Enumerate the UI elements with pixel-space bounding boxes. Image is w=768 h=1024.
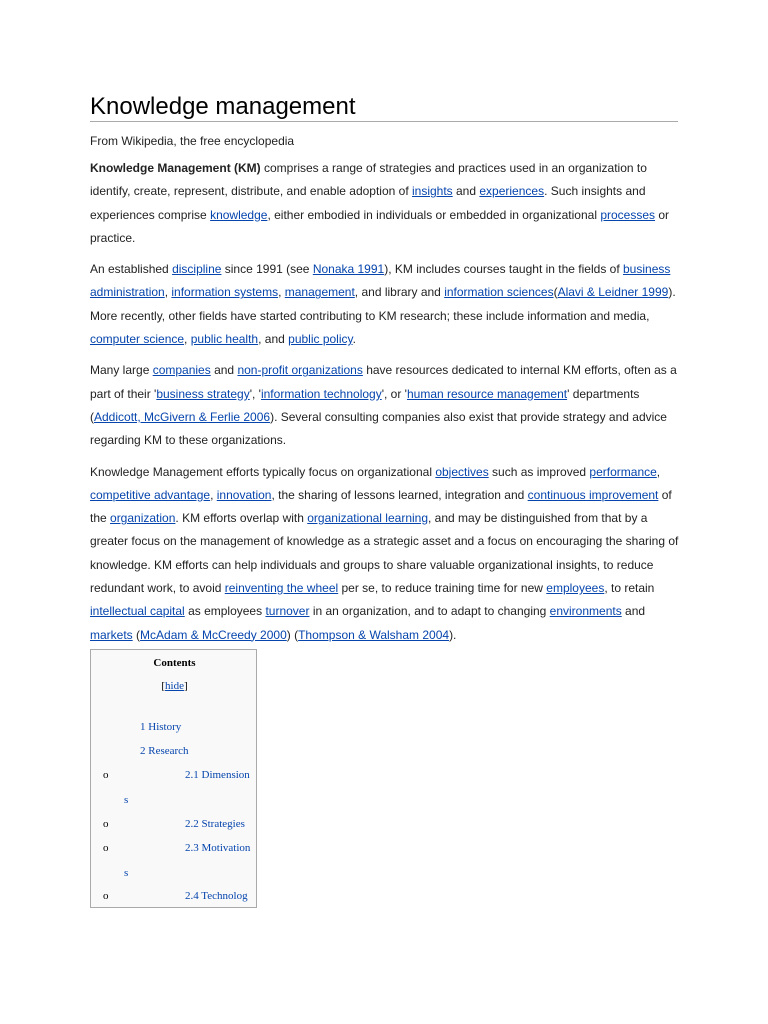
text: in an organization, and to adapt to changing	[309, 604, 550, 619]
text: and	[452, 184, 480, 199]
text: ' departments (	[90, 386, 640, 424]
link-performance[interactable]: performance	[589, 464, 657, 479]
term-bold: Knowledge Management (KM)	[90, 161, 261, 175]
text: , and	[258, 332, 289, 347]
toc-item-dimensions[interactable]: 2.1 Dimension	[185, 769, 250, 781]
text: Many large	[90, 363, 153, 378]
link-non-profit-organizations[interactable]: non-profit organizations	[237, 363, 363, 378]
link-information-systems[interactable]: information systems	[171, 285, 279, 300]
toc-item-dimensions-wrap[interactable]: s	[124, 794, 129, 806]
text: ).	[449, 627, 457, 642]
toc-hide-toggle	[91, 679, 258, 693]
text: and	[210, 363, 238, 378]
link-reinventing-the-wheel[interactable]: reinventing the wheel	[224, 581, 339, 596]
text: such as improved	[488, 464, 590, 479]
link-business-strategy[interactable]: business strategy	[156, 386, 250, 401]
text: or practice.	[90, 207, 670, 245]
bracket: [	[161, 680, 166, 692]
toc-hide-link[interactable]: hide	[165, 680, 184, 692]
bullet-icon: o	[103, 890, 109, 902]
toc-item-motivations[interactable]: 2.3 Motivation	[185, 842, 251, 854]
text: comprises a range of strategies and practices used in an organization to identify, create, represent, distribute, and enable adoption of	[90, 161, 647, 199]
toc-item-strategies[interactable]: 2.2 Strategies	[185, 818, 245, 830]
link-innovation[interactable]: innovation	[216, 487, 272, 502]
link-information-sciences[interactable]: information sciences	[444, 285, 554, 300]
link-public-health[interactable]: public health	[190, 332, 259, 347]
toc-item-technologies[interactable]: 2.4 Technolog	[185, 890, 248, 902]
text: ,	[278, 285, 285, 300]
link-mcadam-mccreedy-2000[interactable]: McAdam & McCreedy 2000	[140, 627, 287, 642]
link-nonaka-1991[interactable]: Nonaka 1991	[312, 262, 385, 277]
link-companies[interactable]: companies	[152, 363, 211, 378]
text: have resources dedicated to internal KM efforts, often as a part of their '	[90, 363, 677, 401]
text: .	[352, 332, 356, 347]
text: ), KM includes courses taught in the fields of	[384, 262, 623, 277]
text: ,	[184, 332, 191, 347]
text: ,	[656, 464, 661, 479]
text: , and may be distinguished from that by a greater focus on the management of knowledge as a strategic asset and a focus on encouraging the sharing of knowledge. KM efforts can help individuals and groups to share valuable organizational insights, to reduce redundant work, to avoid	[90, 511, 679, 596]
text: ,	[210, 487, 217, 502]
text: An established	[90, 262, 173, 277]
text: per se, to reduce training time for new	[338, 581, 547, 596]
link-organization[interactable]: organization	[110, 511, 176, 526]
link-employees[interactable]: employees	[546, 581, 605, 596]
bracket: ]	[183, 680, 188, 692]
link-processes[interactable]: processes	[600, 207, 656, 222]
toc-title: Contents	[153, 657, 196, 669]
link-intellectual-capital[interactable]: intellectual capital	[90, 604, 185, 619]
link-addicott-2006[interactable]: Addicott, McGivern & Ferlie 2006	[94, 409, 271, 424]
link-business-administration[interactable]: business administration	[90, 262, 671, 300]
text: of the	[90, 487, 672, 526]
link-markets[interactable]: markets	[90, 627, 133, 642]
text: , the sharing of lessons learned, integration and	[271, 487, 528, 502]
text: (	[132, 627, 141, 642]
link-public-policy[interactable]: public policy	[288, 332, 353, 347]
text: and	[621, 604, 646, 619]
text: as employees	[184, 604, 266, 619]
link-thompson-walsham-2004[interactable]: Thompson & Walsham 2004	[298, 627, 450, 642]
toc-item-motivations-wrap[interactable]: s	[124, 867, 129, 879]
paragraph-intro	[90, 157, 680, 250]
link-continuous-improvement[interactable]: continuous improvement	[527, 487, 659, 502]
toc-item-research[interactable]: 2 Research	[140, 745, 189, 757]
text: ,	[164, 285, 172, 300]
link-competitive-advantage[interactable]: competitive advantage	[90, 487, 211, 502]
link-computer-science[interactable]: computer science	[90, 332, 185, 347]
text: . Such insights and experiences comprise	[90, 184, 646, 222]
paragraph-objectives	[90, 461, 680, 647]
text: (	[553, 285, 558, 300]
link-human-resource-management[interactable]: human resource management	[406, 386, 568, 401]
link-objectives[interactable]: objectives	[435, 464, 489, 479]
table-of-contents	[90, 649, 257, 908]
text: since 1991 (see	[221, 262, 313, 277]
text: ). More recently, other fields have started contributing to KM research; these include information and media,	[90, 285, 676, 323]
text: . KM efforts overlap with	[175, 511, 308, 526]
link-turnover[interactable]: turnover	[265, 604, 310, 619]
page-title: Knowledge management	[90, 92, 678, 122]
link-discipline[interactable]: discipline	[172, 262, 222, 277]
bullet-icon: o	[103, 769, 109, 781]
link-alavi-leidner-1999[interactable]: Alavi & Leidner 1999	[557, 285, 669, 300]
text: Knowledge Management efforts typically focus on organizational	[90, 464, 436, 479]
bullet-icon: o	[103, 842, 109, 854]
text: ', '	[249, 386, 261, 401]
toc-item-history[interactable]: 1 History	[140, 721, 182, 733]
link-knowledge[interactable]: knowledge	[210, 207, 268, 222]
text: , either embodied in individuals or embedded in organizational	[267, 207, 601, 222]
link-environments[interactable]: environments	[549, 604, 622, 619]
link-management[interactable]: management	[284, 285, 355, 300]
bullet-icon: o	[103, 818, 109, 830]
text: ). Several consulting companies also exist that provide strategy and advice regarding KM to these organizations.	[90, 409, 667, 448]
text: , to retain	[604, 581, 655, 596]
link-insights[interactable]: insights	[411, 184, 453, 199]
link-information-technology[interactable]: information technology	[260, 386, 382, 401]
text: ', or '	[381, 386, 407, 401]
link-organizational-learning[interactable]: organizational learning	[307, 511, 428, 526]
link-experiences[interactable]: experiences	[479, 184, 545, 199]
article-body	[90, 157, 680, 655]
text: , and library and	[354, 285, 445, 300]
text: ) (	[286, 627, 299, 642]
paragraph-organizations	[90, 359, 680, 452]
paragraph-discipline	[90, 258, 680, 351]
tagline: From Wikipedia, the free encyclopedia	[90, 134, 295, 148]
